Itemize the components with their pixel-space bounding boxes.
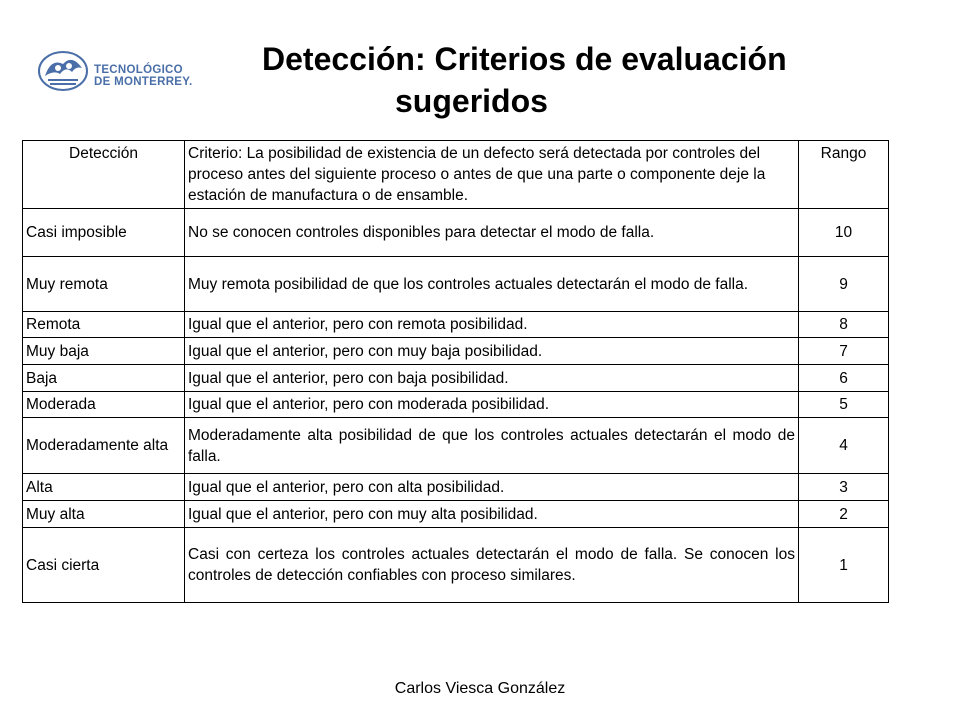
cell-deteccion: Alta (23, 474, 185, 501)
logo-wordmark (94, 64, 192, 88)
cell-deteccion: Casi imposible (23, 209, 185, 257)
table-row (23, 365, 889, 392)
logo-emblem-icon (36, 46, 92, 94)
cell-deteccion: Moderada (23, 392, 185, 418)
table-row (23, 257, 889, 312)
cell-deteccion: Muy alta (23, 501, 185, 528)
cell-rango: 5 (799, 392, 889, 418)
cell-rango: 9 (799, 257, 889, 312)
cell-criterio: Igual que el anterior, pero con muy alta posibilidad. (185, 501, 799, 528)
cell-criterio: Igual que el anterior, pero con remota posibilidad. (185, 312, 799, 338)
cell-rango: 10 (799, 209, 889, 257)
title-line-2: sugeridos (395, 83, 548, 119)
cell-criterio: Igual que el anterior, pero con moderada posibilidad. (185, 392, 799, 418)
table-row (23, 209, 889, 257)
cell-deteccion: Muy remota (23, 257, 185, 312)
cell-deteccion: Muy baja (23, 338, 185, 365)
cell-deteccion: Moderadamente alta (23, 418, 185, 474)
title-line-1: Detección: Criterios de evaluación (262, 41, 787, 77)
table-row (23, 528, 889, 603)
cell-criterio: Igual que el anterior, pero con baja posibilidad. (185, 365, 799, 392)
table-row (23, 418, 889, 474)
institution-logo (36, 46, 226, 94)
cell-rango: 2 (799, 501, 889, 528)
cell-criterio: Moderadamente alta posibilidad de que los controles actuales detectarán el modo de falla. (185, 418, 799, 474)
cell-rango: 1 (799, 528, 889, 603)
page-title (262, 38, 902, 122)
header-deteccion: Detección (23, 141, 185, 209)
cell-rango: 8 (799, 312, 889, 338)
table-row (23, 338, 889, 365)
cell-criterio: No se conocen controles disponibles para detectar el modo de falla. (185, 209, 799, 257)
header-criterio: Criterio: La posibilidad de existencia de un defecto será detectada por controles del proceso antes del siguiente proceso o antes de que una parte o componente deje la estación de manufactura o de ensamble. (185, 141, 799, 209)
cell-deteccion: Baja (23, 365, 185, 392)
cell-deteccion: Casi cierta (23, 528, 185, 603)
cell-rango: 4 (799, 418, 889, 474)
cell-rango: 6 (799, 365, 889, 392)
cell-rango: 7 (799, 338, 889, 365)
logo-line-1: TECNOLÓGICO (94, 64, 183, 76)
cell-criterio: Igual que el anterior, pero con alta posibilidad. (185, 474, 799, 501)
footer-author: Carlos Viesca González (394, 680, 566, 697)
cell-criterio: Muy remota posibilidad de que los controles actuales detectarán el modo de falla. (185, 257, 799, 312)
table-row (23, 312, 889, 338)
detection-criteria-table (22, 140, 889, 603)
cell-rango: 3 (799, 474, 889, 501)
cell-criterio: Igual que el anterior, pero con muy baja posibilidad. (185, 338, 799, 365)
cell-deteccion: Remota (23, 312, 185, 338)
header-rango: Rango (799, 141, 889, 209)
table-row (23, 501, 889, 528)
table-row (23, 474, 889, 501)
logo-line-2: DE MONTERREY. (94, 76, 193, 88)
cell-criterio: Casi con certeza los controles actuales detectarán el modo de falla. Se conocen los controles de detección confiables con proceso similares. (185, 528, 799, 603)
table-row (23, 392, 889, 418)
table-header-row (23, 141, 889, 209)
